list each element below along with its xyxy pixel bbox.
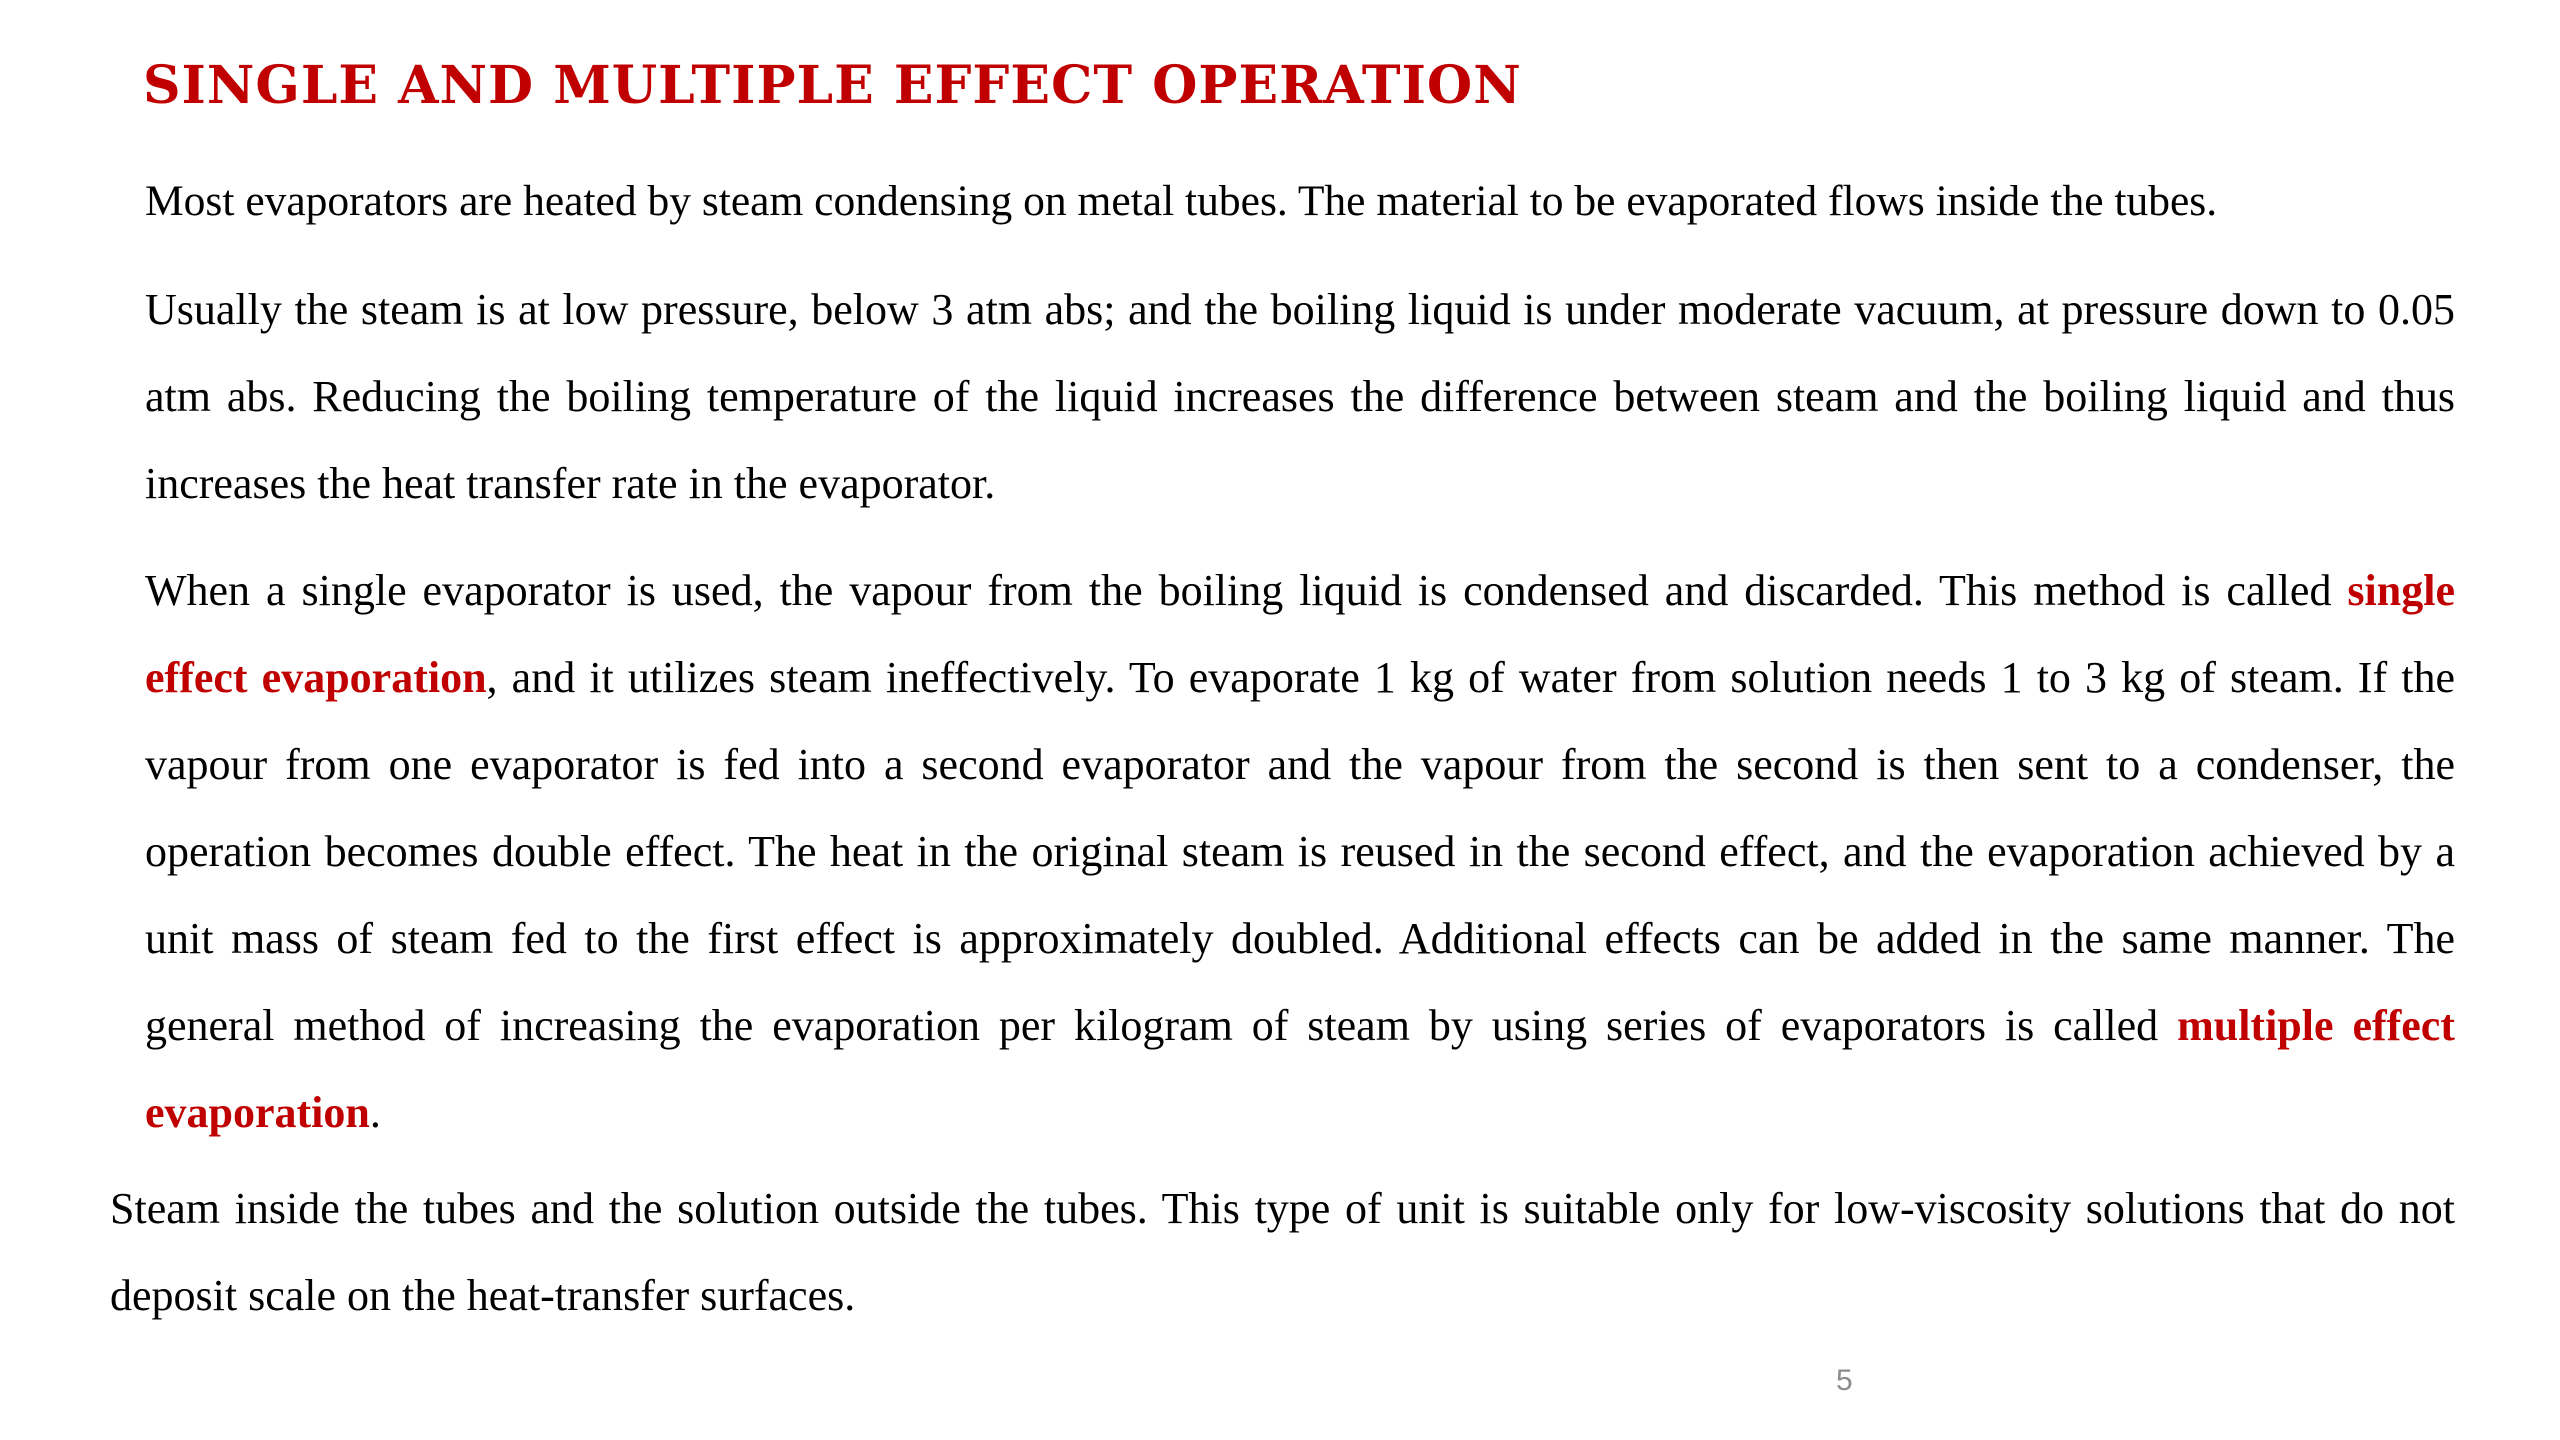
slide-title: SINGLE AND MULTIPLE EFFECT OPERATION [143,55,1522,116]
paragraph-effect-text-3: . [369,1088,381,1137]
paragraph-effect-text-2: , and it utilizes steam ineffectively. To evaporate 1 kg of water from solution needs 1 to 3 kg of steam. If the vapour from one evaporator is fed into a second evaporator and the vapour from the second is then sent to a condenser, the operation becomes double effect. The heat in the original steam is reused in the second effect, and the evaporation achieved by a unit mass of steam fed to the first effect is approximately doubled. Additional effects can be added in the same manner. The general method of increasing the evaporation per kilogram of steam by using series of evaporators is called [145,653,2455,1050]
term-multiple-effect-evaporation: multiple effect evaporation [145,1001,2455,1137]
paragraph-evaporator-heating: Most evaporators are heated by steam condensing on metal tubes. The material to be evaporated flows inside the tubes. [145,177,2218,225]
term-single-effect-evaporation: single effect evaporation [145,566,2455,702]
paragraph-effect-text-1: When a single evaporator is used, the vapour from the boiling liquid is condensed and discarded. This method is called [145,566,2348,615]
paragraph-tube-unit: Steam inside the tubes and the solution outside the tubes. This type of unit is suitable only for low-viscosity solutions that do not deposit scale on the heat-transfer surfaces. [110,1184,2455,1320]
paragraph-effect-operation [145,547,2455,1156]
page-number: 5 [1836,1364,1853,1397]
paragraph-steam-pressure: Usually the steam is at low pressure, below 3 atm abs; and the boiling liquid is under moderate vacuum, at pressure down to 0.05 atm abs. Reducing the boiling temperature of the liquid increases the difference between steam and the boiling liquid and thus increases the heat transfer rate in the evaporator. [145,285,2455,508]
